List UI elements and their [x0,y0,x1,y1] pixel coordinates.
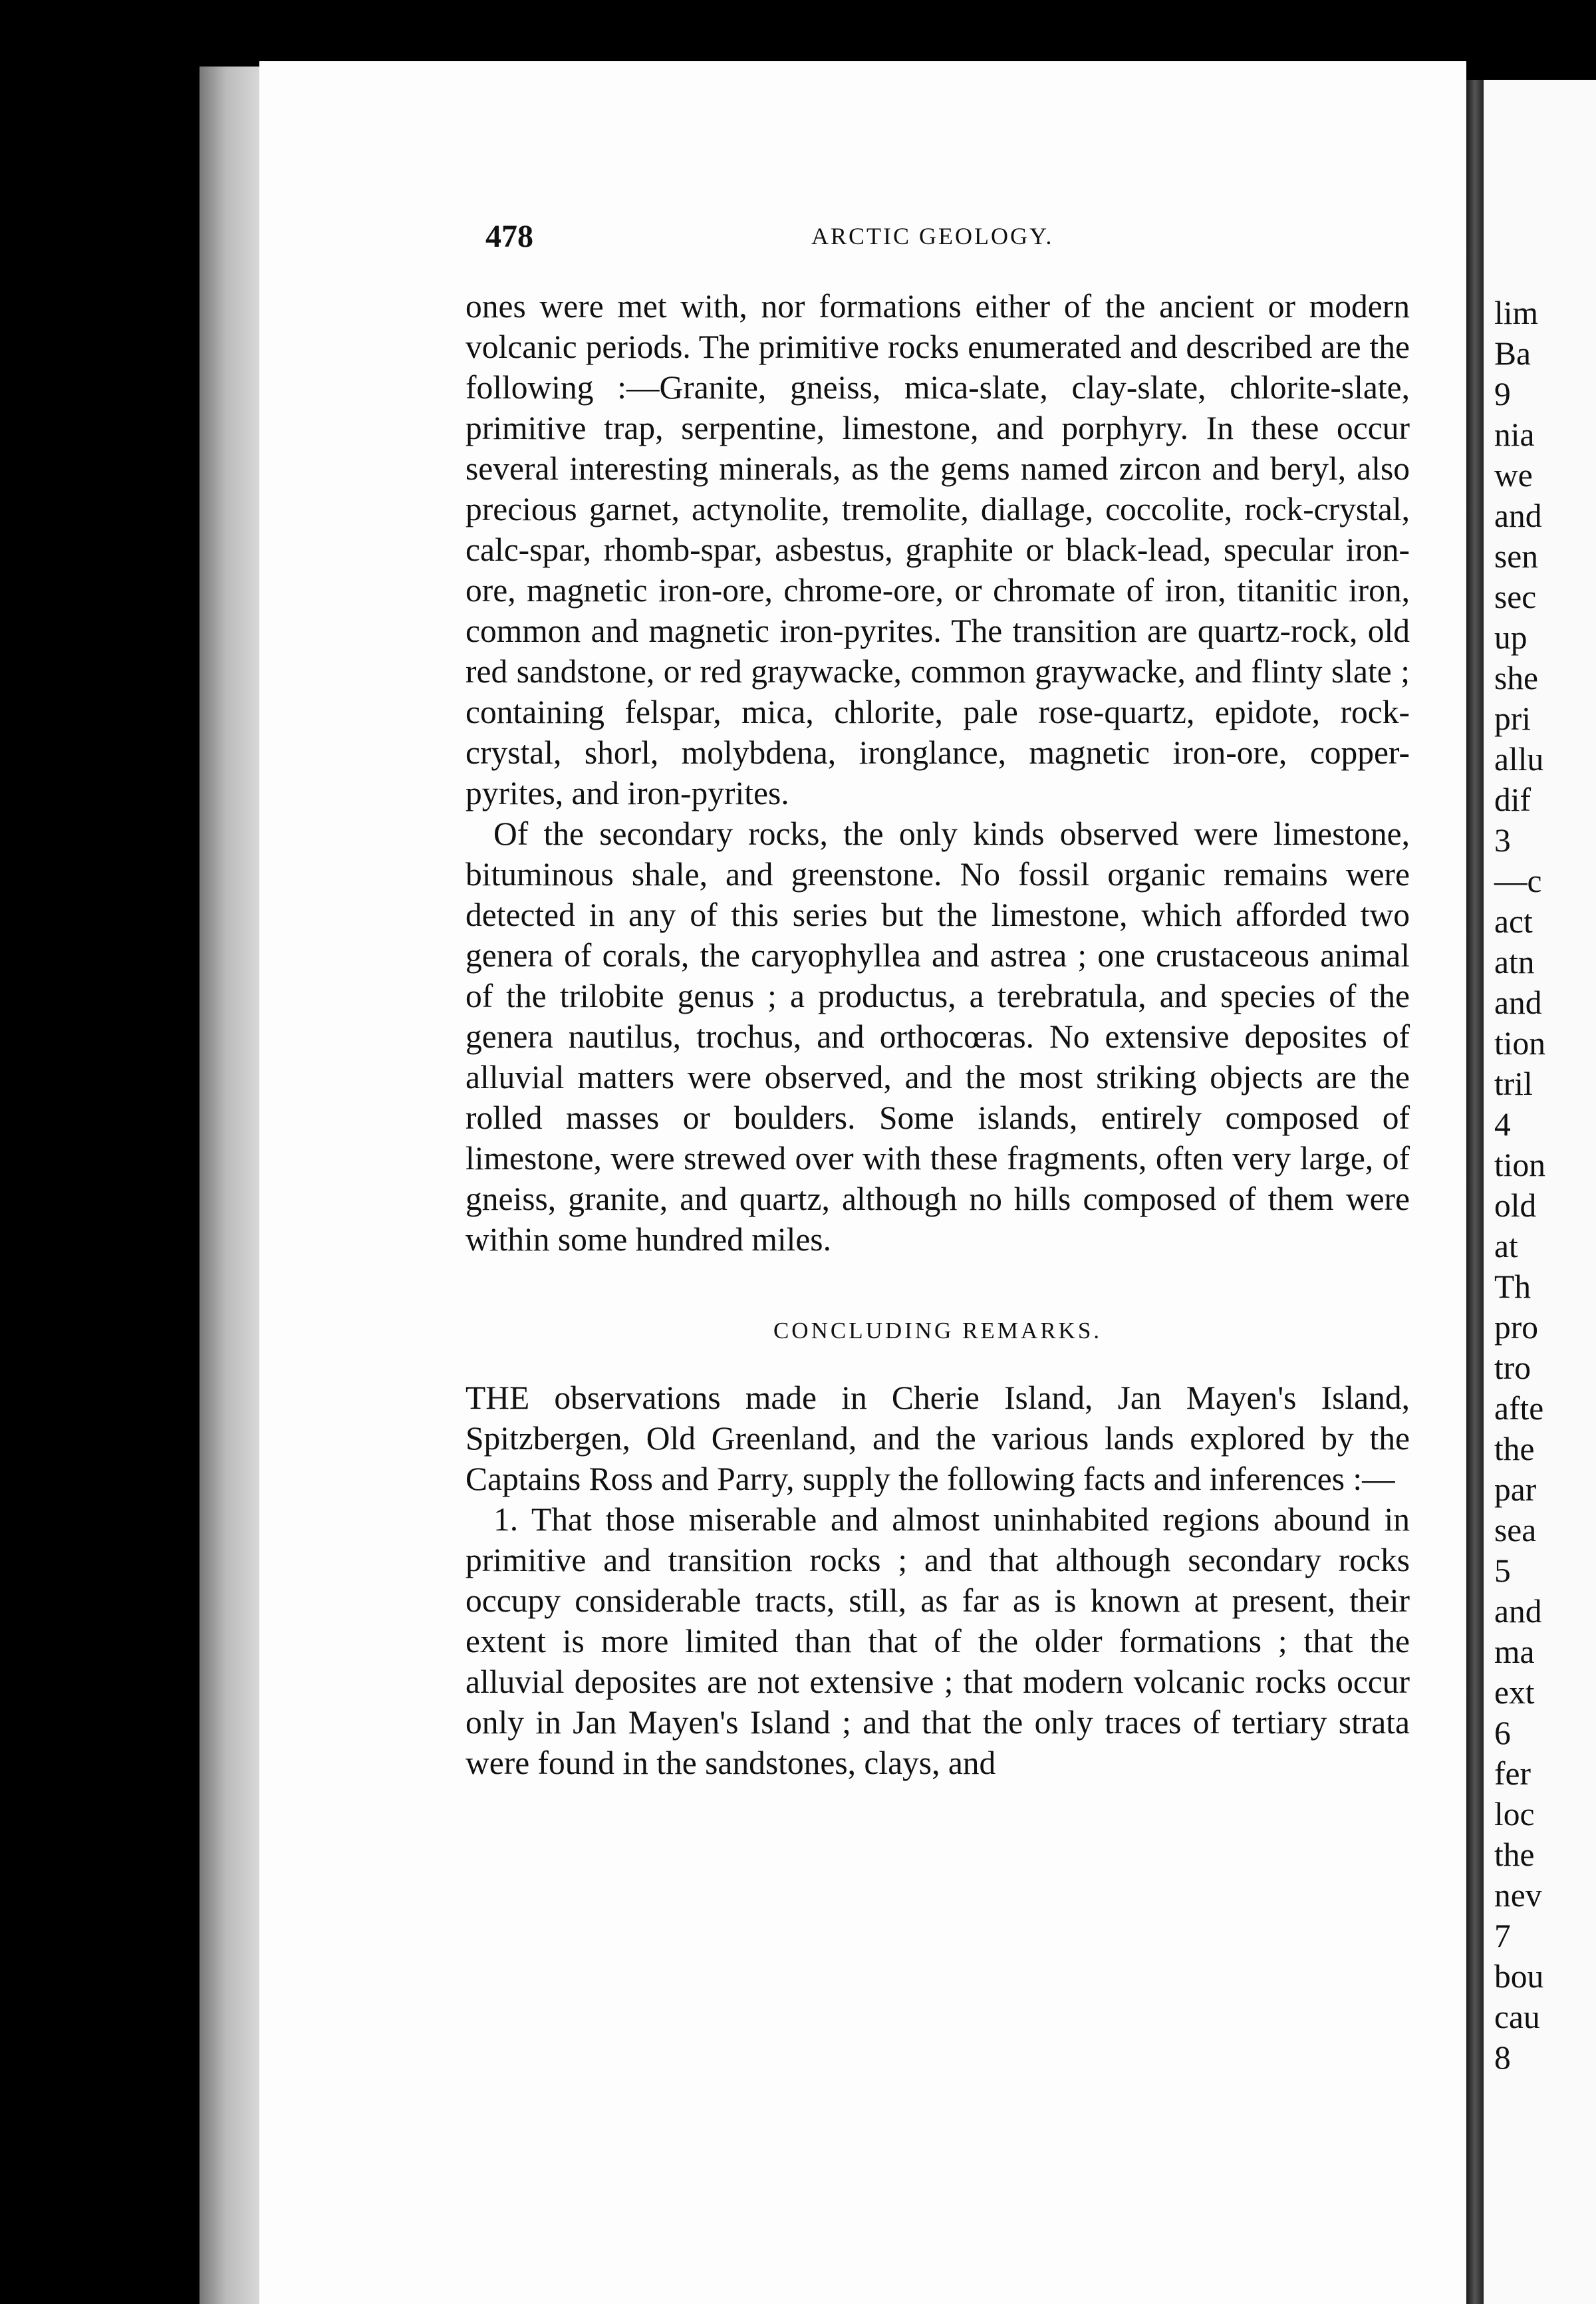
facing-page-line-fragment: dif [1494,782,1531,818]
facing-page-line-fragment: 8 [1494,2039,1511,2076]
facing-page-line-fragment: loc [1494,1796,1535,1832]
facing-page-line-fragment: 7 [1494,1918,1511,1954]
facing-page-line-fragment: 4 [1494,1106,1511,1143]
paragraph-observations-intro: THE observations made in Cherie Island, Jan Mayen's Island, Spitzbergen, Old Greenland, and the various lands explored by the Captains Ross and Parry, supply the following facts and inferences :— [466,1379,1410,1497]
facing-page-line-fragment: 5 [1494,1552,1511,1589]
facing-page-line-fragment: pri [1494,700,1531,737]
facing-page-text-fragments [1494,293,1596,2078]
facing-page-line-fragment: nev [1494,1877,1542,1914]
paragraph-inference-1: 1. That those miserable and almost uninhabited regions abound in primitive and transition rocks ; and that although secondary rocks occupy considerable tracts, still, as far as is known at present, their extent is more limited than that of the older formations ; that the alluvial deposites are not extensive ; that modern volcanic rocks occur only in Jan Mayen's Island ; and that the only traces of tertiary strata were found in the sandstones, clays, and [466,1501,1410,1781]
facing-page-line-fragment: the [1494,1836,1535,1873]
facing-page-line-fragment: cau [1494,1999,1540,2035]
facing-page-line-fragment: pro [1494,1309,1538,1346]
facing-page-line-fragment: and [1494,984,1542,1021]
facing-page-line-fragment: par [1494,1471,1537,1508]
facing-page-line-fragment: tion [1494,1025,1546,1062]
facing-page-line-fragment: Th [1494,1268,1531,1305]
paragraph-primitive-rocks: ones were met with, nor formations either of the ancient or modern volcanic periods. The primitive rocks enumerated and described are the following :—Granite, gneiss, mica-slate, clay-slate, chlorite-slate, primitive trap, serpentine, limestone, and porphyry. In these occur several interesting minerals, as the gems named zircon and beryl, also precious garnet, actynolite, tremolite, diallage, coccolite, rock-crystal, calc-spar, rhomb-spar, asbestus, graphite or black-lead, specular iron-ore, magnetic iron-ore, chrome-ore, or chromate of iron, titanitic iron, common and magnetic iron-pyrites. The transition are quartz-rock, old red sandstone, or red graywacke, common graywacke, and flinty slate ; containing felspar, mica, chlorite, pale rose-quartz, epidote, rock-crystal, shorl, molybdena, ironglance, magnetic iron-ore, copper-pyrites, and iron-pyrites. [466,288,1410,811]
facing-page-line-fragment: act [1494,903,1533,940]
page-number: 478 [485,219,533,254]
facing-page-line-fragment: the [1494,1431,1535,1467]
main-text-column [466,286,1410,1783]
facing-page-line-fragment: and [1494,1593,1542,1630]
facing-page-line-fragment: sec [1494,579,1537,615]
facing-page-line-fragment: at [1494,1228,1518,1264]
left-gutter-shadow [200,67,266,2304]
section-heading: CONCLUDING REMARKS. [773,1318,1103,1344]
facing-page-line-fragment: bou [1494,1958,1544,1995]
page-header [485,218,1416,271]
book-spine [1466,80,1484,2304]
facing-page-line-fragment: and [1494,498,1542,534]
facing-page-line-fragment: allu [1494,741,1544,778]
facing-page-line-fragment: ext [1494,1674,1535,1711]
facing-page-line-fragment: sen [1494,538,1538,575]
paragraph-secondary-rocks: Of the secondary rocks, the only kinds observed were limestone, bituminous shale, and greenstone. No fossil organic remains were detected in any of this series but the limestone, which afforded two genera of corals, the caryophyllea and astrea ; one crustaceous animal of the trilobite genus ; a productus, a terebratula, and species of the genera nautilus, trochus, and orthocœras. No extensive deposites of alluvial matters were observed, and the most striking objects are the rolled masses or boulders. Some islands, entirely composed of limestone, were strewed over with these fragments, often very large, of gneiss, granite, and quartz, although no hills composed of them were within some hundred miles. [466,815,1410,1258]
facing-page-line-fragment: 9 [1494,376,1511,412]
facing-page-line-fragment: afte [1494,1390,1544,1427]
facing-page-line-fragment: sea [1494,1512,1537,1548]
facing-page-line-fragment: —c [1494,863,1542,899]
facing-page-line-fragment: 3 [1494,822,1511,859]
facing-page-line-fragment: she [1494,660,1538,696]
facing-page-line-fragment: tro [1494,1350,1531,1386]
running-title: ARCTIC GEOLOGY. [811,223,1054,249]
facing-page-line-fragment: Ba [1494,335,1531,372]
facing-page-line-fragment: ma [1494,1634,1535,1670]
facing-page-line-fragment: tril [1494,1066,1533,1102]
facing-page-line-fragment: tion [1494,1147,1546,1183]
facing-page-line-fragment: fer [1494,1755,1531,1792]
facing-page-line-fragment: we [1494,457,1533,494]
facing-page-line-fragment: up [1494,619,1528,656]
facing-page-line-fragment: nia [1494,416,1535,453]
facing-page-line-fragment: atn [1494,944,1535,980]
facing-page-line-fragment: 6 [1494,1715,1511,1751]
facing-page-line-fragment: old [1494,1187,1537,1224]
facing-page-line-fragment: lim [1494,295,1539,331]
